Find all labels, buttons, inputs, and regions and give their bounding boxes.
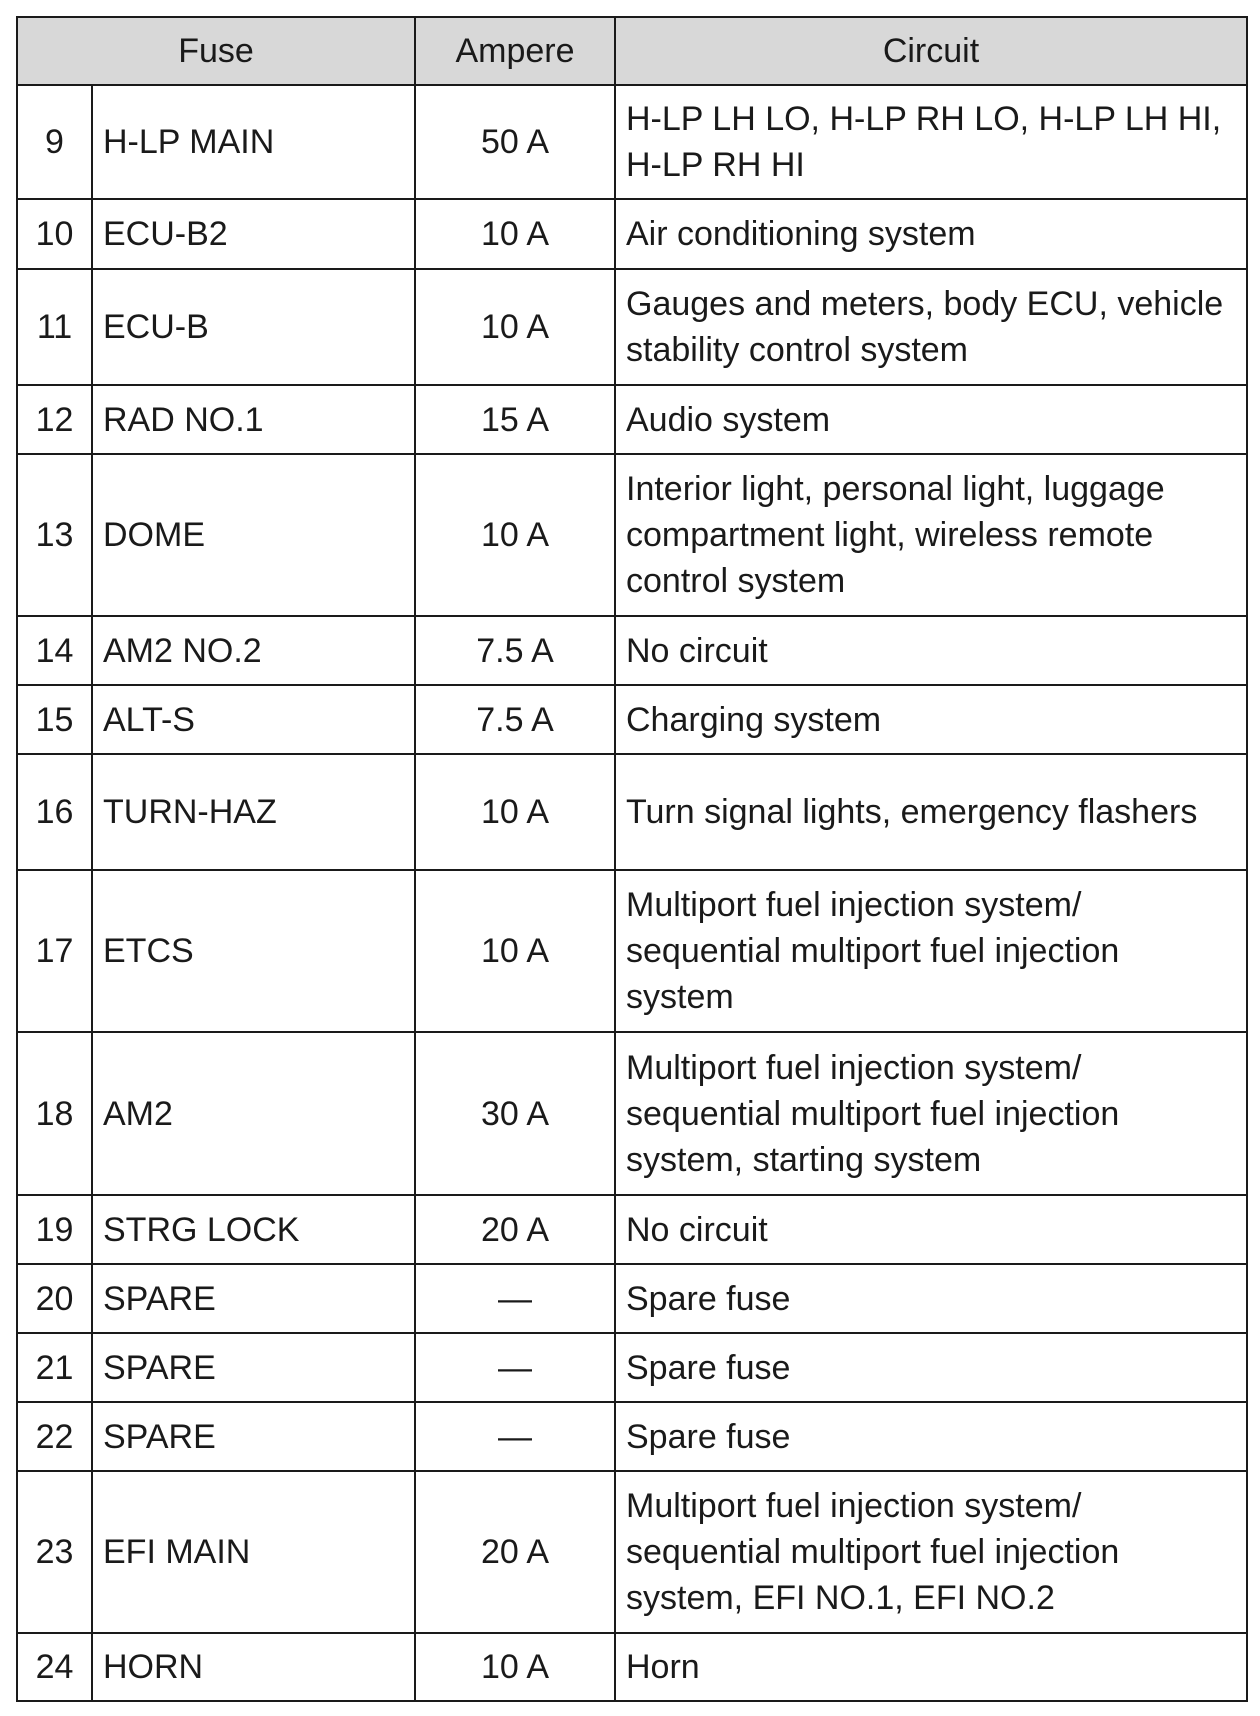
fuse-name: SPARE (92, 1264, 415, 1333)
fuse-circuit: Air conditioning system (615, 199, 1247, 269)
table-row (17, 199, 1247, 269)
fuse-number: 23 (17, 1471, 92, 1633)
fuse-number: 18 (17, 1032, 92, 1195)
header-row (17, 17, 1247, 85)
fuse-circuit: No circuit (615, 616, 1247, 685)
fuse-name: EFI MAIN (92, 1471, 415, 1633)
fuse-name: SPARE (92, 1333, 415, 1402)
table-row (17, 870, 1247, 1032)
fuse-circuit: H-LP LH LO, H-LP RH LO, H-LP LH HI, H-LP RH HI (615, 85, 1247, 199)
fuse-ampere: — (415, 1333, 615, 1402)
header-fuse: Fuse (17, 17, 415, 85)
header-circuit: Circuit (615, 17, 1247, 85)
fuse-circuit: Spare fuse (615, 1402, 1247, 1471)
fuse-number: 17 (17, 870, 92, 1032)
fuse-circuit: Multiport fuel injection system/ sequential multiport fuel injection system (615, 870, 1247, 1032)
fuse-name: HORN (92, 1633, 415, 1701)
fuse-circuit: Charging system (615, 685, 1247, 754)
fuse-number: 13 (17, 454, 92, 616)
fuse-number: 22 (17, 1402, 92, 1471)
fuse-circuit: Multiport fuel injection system/ sequential multiport fuel injection system, starting system (615, 1032, 1247, 1195)
fuse-number: 16 (17, 754, 92, 870)
fuse-ampere: 10 A (415, 870, 615, 1032)
fuse-number: 20 (17, 1264, 92, 1333)
fuse-number: 19 (17, 1195, 92, 1264)
fuse-number: 11 (17, 269, 92, 385)
table-row (17, 754, 1247, 870)
fuse-name: AM2 (92, 1032, 415, 1195)
fuse-name: ECU-B (92, 269, 415, 385)
table-row (17, 1402, 1247, 1471)
fuse-ampere: 20 A (415, 1195, 615, 1264)
table-row (17, 1471, 1247, 1633)
fuse-number: 15 (17, 685, 92, 754)
fuse-name: RAD NO.1 (92, 385, 415, 454)
fuse-ampere: 15 A (415, 385, 615, 454)
fuse-name: ALT-S (92, 685, 415, 754)
fuse-circuit: Gauges and meters, body ECU, vehicle stability control system (615, 269, 1247, 385)
table-row (17, 1333, 1247, 1402)
fuse-ampere: 7.5 A (415, 685, 615, 754)
fuse-ampere: 10 A (415, 1633, 615, 1701)
fuse-circuit: Interior light, personal light, luggage compartment light, wireless remote control system (615, 454, 1247, 616)
fuse-circuit: Spare fuse (615, 1264, 1247, 1333)
table-row (17, 1195, 1247, 1264)
fuse-name: DOME (92, 454, 415, 616)
fuse-circuit: Horn (615, 1633, 1247, 1701)
fuse-table (16, 16, 1248, 1702)
table-row (17, 1032, 1247, 1195)
fuse-number: 24 (17, 1633, 92, 1701)
fuse-ampere: 7.5 A (415, 616, 615, 685)
table-row (17, 1633, 1247, 1701)
fuse-circuit: Multiport fuel injection system/ sequential multiport fuel injection system, EFI NO.1, EFI NO.2 (615, 1471, 1247, 1633)
fuse-ampere: 10 A (415, 754, 615, 870)
fuse-name: TURN-HAZ (92, 754, 415, 870)
fuse-circuit: Audio system (615, 385, 1247, 454)
table-row (17, 85, 1247, 199)
fuse-circuit: Turn signal lights, emergency flashers (615, 754, 1247, 870)
fuse-number: 10 (17, 199, 92, 269)
header-ampere: Ampere (415, 17, 615, 85)
table-row (17, 1264, 1247, 1333)
table-row (17, 685, 1247, 754)
fuse-name: H-LP MAIN (92, 85, 415, 199)
table-row (17, 616, 1247, 685)
fuse-ampere: 50 A (415, 85, 615, 199)
fuse-number: 14 (17, 616, 92, 685)
fuse-circuit: Spare fuse (615, 1333, 1247, 1402)
table-row (17, 269, 1247, 385)
fuse-name: SPARE (92, 1402, 415, 1471)
fuse-ampere: 10 A (415, 199, 615, 269)
fuse-name: STRG LOCK (92, 1195, 415, 1264)
fuse-ampere: 10 A (415, 269, 615, 385)
fuse-name: AM2 NO.2 (92, 616, 415, 685)
fuse-number: 21 (17, 1333, 92, 1402)
fuse-ampere: 10 A (415, 454, 615, 616)
fuse-ampere: 20 A (415, 1471, 615, 1633)
fuse-number: 12 (17, 385, 92, 454)
fuse-ampere: — (415, 1264, 615, 1333)
table-row (17, 454, 1247, 616)
fuse-name: ETCS (92, 870, 415, 1032)
fuse-name: ECU-B2 (92, 199, 415, 269)
fuse-number: 9 (17, 85, 92, 199)
table-row (17, 385, 1247, 454)
fuse-ampere: — (415, 1402, 615, 1471)
fuse-circuit: No circuit (615, 1195, 1247, 1264)
fuse-table-container (16, 16, 1246, 1702)
fuse-ampere: 30 A (415, 1032, 615, 1195)
